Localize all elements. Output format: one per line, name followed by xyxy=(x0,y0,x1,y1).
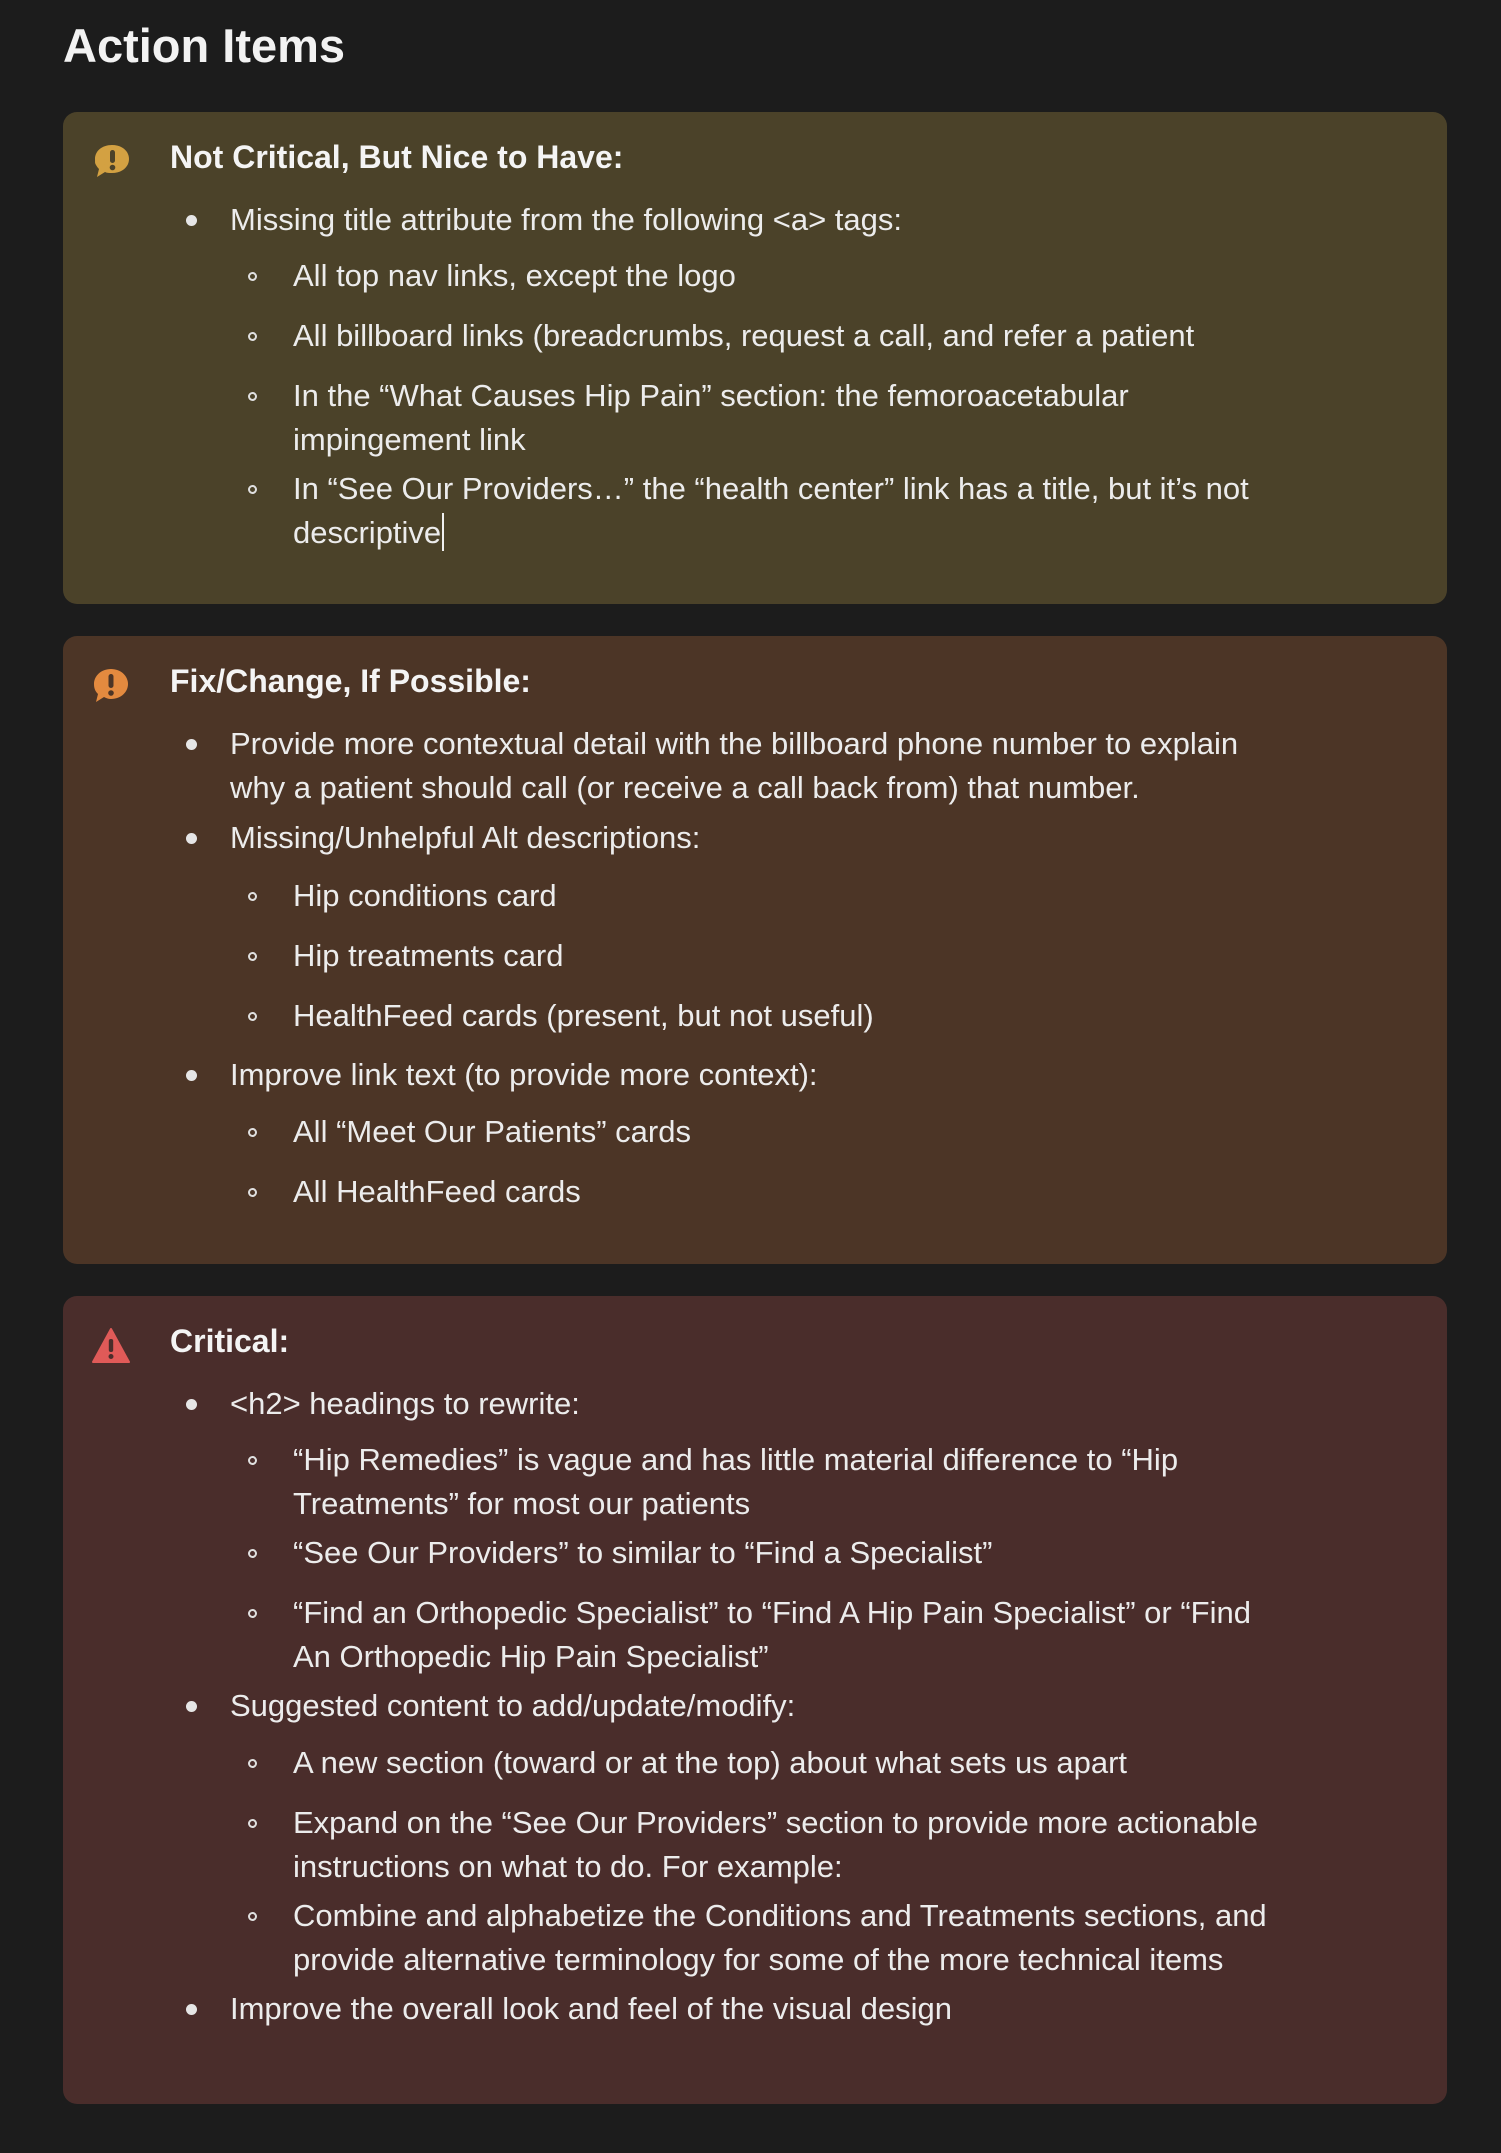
callout-fix-change[interactable] xyxy=(63,636,1447,1264)
bullet-dot xyxy=(186,1701,197,1712)
bullet-dot xyxy=(186,215,197,226)
list-item: Hip conditions card xyxy=(293,878,557,913)
bullet-circle xyxy=(248,272,257,281)
list-item: <h2> headings to rewrite: xyxy=(230,1386,580,1421)
bullet-circle xyxy=(248,952,257,961)
callout-title: Not Critical, But Nice to Have: xyxy=(170,139,624,175)
bullet-circle xyxy=(248,1188,257,1197)
page-title: Action Items xyxy=(63,19,346,72)
list-item: All top nav links, except the logo xyxy=(293,258,736,293)
list-item: All “Meet Our Patients” cards xyxy=(293,1114,691,1149)
exclamation-bubble-icon xyxy=(91,142,131,182)
list-item: Improve the overall look and feel of the visual design xyxy=(230,1991,953,2026)
list-item: All billboard links (breadcrumbs, request a call, and refer a patient xyxy=(293,318,1195,353)
list-item: Improve link text (to provide more context): xyxy=(230,1057,818,1092)
list-item: Combine and alphabetize the Conditions and Treatments sections, and xyxy=(293,1898,1267,1933)
bullet-circle xyxy=(248,332,257,341)
bullet-circle xyxy=(248,892,257,901)
list-item: All HealthFeed cards xyxy=(293,1174,581,1209)
bullet-circle xyxy=(248,1819,257,1828)
bullet-circle xyxy=(248,1759,257,1768)
list-item: In the “What Causes Hip Pain” section: the femoroacetabular xyxy=(293,378,1129,413)
list-item: HealthFeed cards (present, but not useful) xyxy=(293,998,874,1033)
bullet-circle xyxy=(248,1456,257,1465)
list-item: Missing/Unhelpful Alt descriptions: xyxy=(230,820,701,855)
list-item: Missing title attribute from the following <a> tags: xyxy=(230,202,902,237)
list-item-continuation: provide alternative terminology for some of the more technical items xyxy=(293,1942,1224,1977)
list-item: Expand on the “See Our Providers” section to provide more actionable xyxy=(293,1805,1258,1840)
bullet-dot xyxy=(186,2004,197,2015)
bullet-circle xyxy=(248,485,257,494)
callout-critical[interactable] xyxy=(63,1296,1447,2104)
bullet-circle xyxy=(248,1912,257,1921)
list-item: A new section (toward or at the top) about what sets us apart xyxy=(293,1745,1128,1780)
exclamation-bubble-icon xyxy=(91,666,131,706)
text-cursor xyxy=(442,513,444,551)
bullet-circle xyxy=(248,1549,257,1558)
list-item-continuation: Treatments” for most our patients xyxy=(293,1486,751,1521)
editable-list-item[interactable] xyxy=(293,511,444,555)
list-item-continuation: An Orthopedic Hip Pain Specialist” xyxy=(293,1639,769,1674)
bullet-dot xyxy=(186,833,197,844)
bullet-circle xyxy=(248,1012,257,1021)
list-item: In “See Our Providers…” the “health center” link has a title, but it’s not xyxy=(293,471,1249,506)
callout-nice-to-have[interactable] xyxy=(63,112,1447,604)
list-item: “Find an Orthopedic Specialist” to “Find A Hip Pain Specialist” or “Find xyxy=(293,1595,1251,1630)
list-item-continuation: instructions on what to do. For example: xyxy=(293,1849,843,1884)
warning-triangle-icon xyxy=(91,1326,131,1366)
bullet-dot xyxy=(186,1070,197,1081)
bullet-circle xyxy=(248,1128,257,1137)
list-item-continuation: impingement link xyxy=(293,422,526,457)
list-item: Provide more contextual detail with the billboard phone number to explain xyxy=(230,726,1239,761)
bullet-dot xyxy=(186,1399,197,1410)
bullet-dot xyxy=(186,739,197,750)
bullet-circle xyxy=(248,392,257,401)
bullet-circle xyxy=(248,1609,257,1618)
callout-title: Fix/Change, If Possible: xyxy=(170,663,531,699)
list-item: Suggested content to add/update/modify: xyxy=(230,1688,796,1723)
list-item: “Hip Remedies” is vague and has little material difference to “Hip xyxy=(293,1442,1179,1477)
list-item: Hip treatments card xyxy=(293,938,564,973)
list-item: “See Our Providers” to similar to “Find a Specialist” xyxy=(293,1535,993,1570)
list-item-continuation: descriptive xyxy=(293,515,442,550)
callout-title: Critical: xyxy=(170,1323,290,1359)
list-item-continuation: why a patient should call (or receive a call back from) that number. xyxy=(230,770,1140,805)
